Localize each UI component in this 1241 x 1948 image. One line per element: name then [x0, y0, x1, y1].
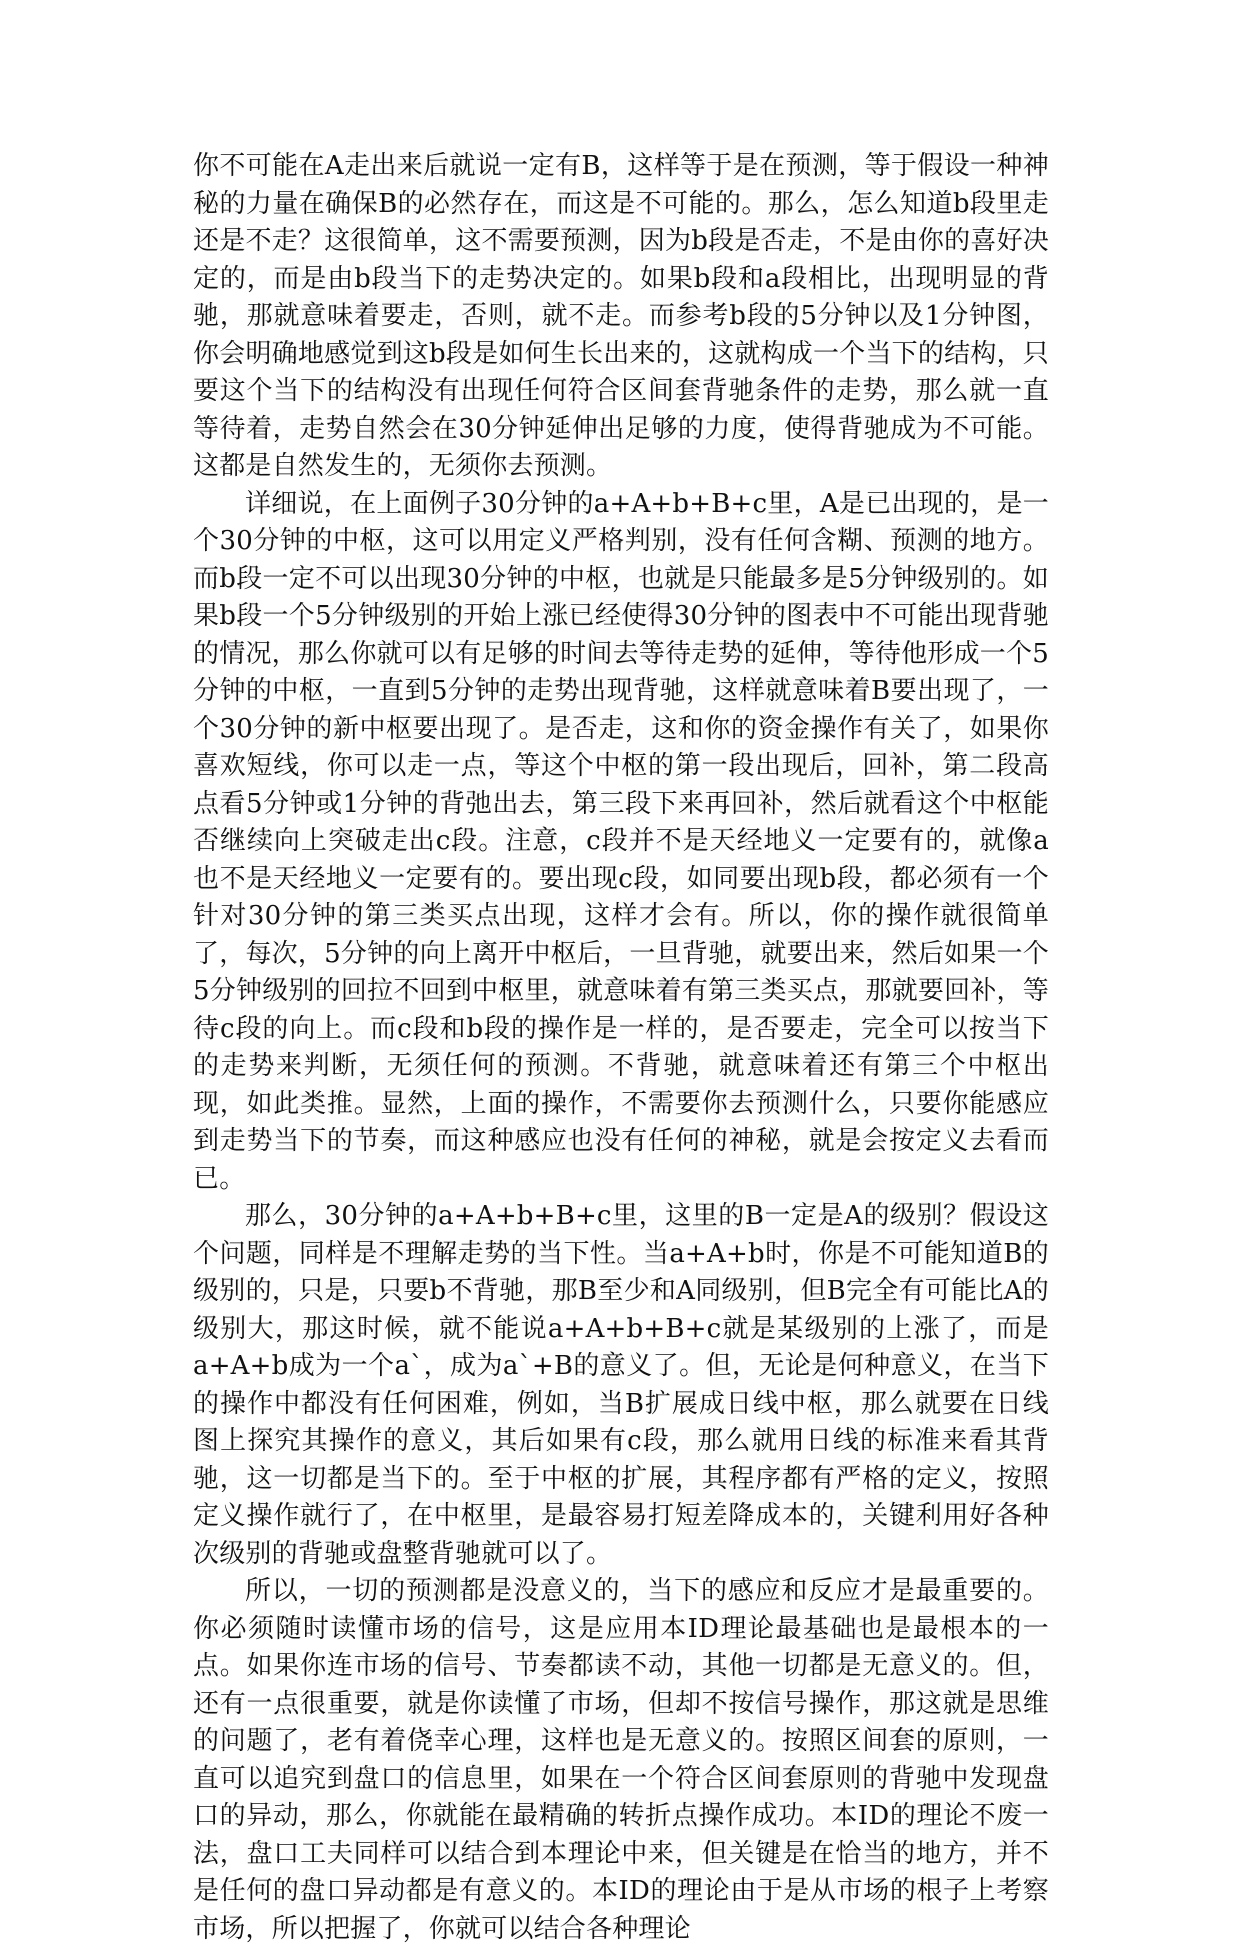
document-page	[193, 148, 1049, 1948]
paragraph-2: 详细说，在上面例子30分钟的a+A+b+B+c里，A是已出现的，是一个30分钟的中枢，这可以用定义严格判别，没有任何含糊、预测的地方。而b段一定不可以出现30分钟的中枢，也就是只能最多是5分钟级别的。如果b段一个5分钟级别的开始上涨已经使得30分钟的图表中不可能出现背驰的情况，那么你就可以有足够的时间去等待走势的延伸，等待他形成一个5分钟的中枢，一直到5分钟的走势出现背驰，这样就意味着B要出现了，一个30分钟的新中枢要出现了。是否走，这和你的资金操作有关了，如果你喜欢短线，你可以走一点，等这个中枢的第一段出现后，回补，第二段高点看5分钟或1分钟的背弛出去，第三段下来再回补，然后就看这个中枢能否继续向上突破走出c段。注意，c段并不是天经地义一定要有的，就像a也不是天经地义一定要有的。要出现c段，如同要出现b段，都必须有一个针对30分钟的第三类买点出现，这样才会有。所以，你的操作就很简单了，每次，5分钟的向上离开中枢后，一旦背驰，就要出来，然后如果一个5分钟级别的回拉不回到中枢里，就意味着有第三类买点，那就要回补，等待c段的向上。而c段和b段的操作是一样的，是否要走，完全可以按当下的走势来判断，无须任何的预测。不背驰，就意味着还有第三个中枢出现，如此类推。显然，上面的操作，不需要你去预测什么，只要你能感应到走势当下的节奏，而这种感应也没有任何的神秘，就是会按定义去看而已。	[193, 488, 1049, 1194]
paragraph-4: 所以，一切的预测都是没意义的，当下的感应和反应才是最重要的。你必须随时读懂市场的信号，这是应用本ID理论最基础也是最根本的一点。如果你连市场的信号、节奏都读不动，其他一切都是无意义的。但，还有一点很重要，就是你读懂了市场，但却不按信号操作，那这就是思维的问题了，老有着侥幸心理，这样也是无意义的。按照区间套的原则，一直可以追究到盘口的信息里，如果在一个符合区间套原则的背驰中发现盘口的异动，那么，你就能在最精确的转折点操作成功。本ID的理论不废一法，盘口工夫同样可以结合到本理论中来，但关键是在恰当的地方，并不是任何的盘口异动都是有意义的。本ID的理论由于是从市场的根子上考察市场，所以把握了，你就可以结合各种理论	[193, 1576, 1049, 1944]
paragraph-1: 你不可能在A走出来后就说一定有B，这样等于是在预测，等于假设一种神秘的力量在确保B的必然存在，而这是不可能的。那么，怎么知道b段里走还是不走？这很简单，这不需要预测，因为b段是否走，不是由你的喜好决定的，而是由b段当下的走势决定的。如果b段和a段相比，出现明显的背驰，那就意味着要走，否则，就不走。而参考b段的5分钟以及1分钟图，你会明确地感觉到这b段是如何生长出来的，这就构成一个当下的结构，只要这个当下的结构没有出现任何符合区间套背驰条件的走势，那么就一直等待着，走势自然会在30分钟延伸出足够的力度，使得背驰成为不可能。这都是自然发生的，无须你去预测。	[193, 151, 1049, 481]
paragraph-3: 那么，30分钟的a+A+b+B+c里，这里的B一定是A的级别？假设这个问题，同样是不理解走势的当下性。当a+A+b时，你是不可能知道B的级别的，只是，只要b不背驰，那B至少和A同级别，但B完全有可能比A的级别大，那这时候，就不能说a+A+b+B+c就是某级别的上涨了，而是a+A+b成为一个a`，成为a`+B的意义了。但，无论是何种意义，在当下的操作中都没有任何困难，例如，当B扩展成日线中枢，那么就要在日线图上探究其操作的意义，其后如果有c段，那么就用日线的标准来看其背驰，这一切都是当下的。至于中枢的扩展，其程序都有严格的定义，按照定义操作就行了，在中枢里，是最容易打短差降成本的，关键利用好各种次级别的背驰或盘整背驰就可以了。	[193, 1201, 1049, 1569]
